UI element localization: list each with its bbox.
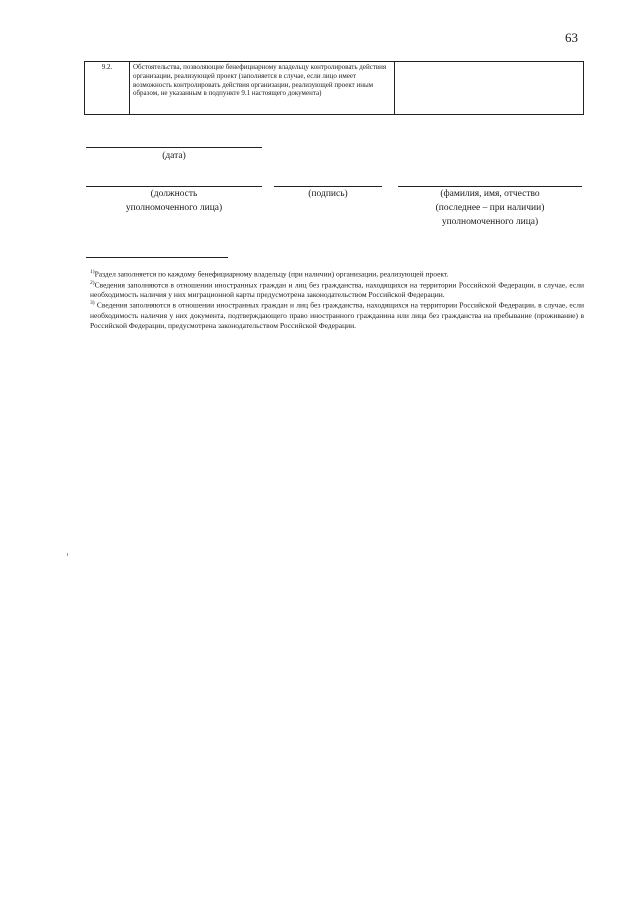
beneficiary-table — [84, 61, 584, 115]
footnote-1-text: Раздел заполняется по каждому бенефициарному владельцу (при наличии) организации, реализующей проект. — [94, 269, 449, 279]
footnote-2-mark: 2) — [90, 279, 95, 286]
name-caption-line-3: уполномоченного лица) — [441, 216, 539, 227]
footnote-3-mark: 3) — [90, 300, 95, 307]
signature-line — [274, 186, 382, 187]
footnote-separator — [86, 257, 228, 258]
footnotes — [90, 269, 584, 331]
name-caption-line-2: (последнее – при наличии) — [435, 202, 545, 213]
position-line — [86, 186, 262, 187]
footnote-2 — [90, 280, 584, 301]
footnote-3 — [90, 300, 584, 331]
page-number: 63 — [565, 30, 578, 45]
row-description: Обстоятельства, позволяющие бенефициарному владельцу контролировать действия организации, реализующей проект (заполняется в случае, если лицо имеет возможность контролировать действия организации, реализующей проект иным образом, не указанным в подпункте 9.1 настоящего документа) — [130, 62, 395, 115]
name-caption-line-1: (фамилия, имя, отчество — [440, 189, 540, 199]
footnote-1 — [90, 269, 584, 280]
row-number: 9.2. — [85, 62, 130, 115]
date-caption: (дата) — [162, 151, 186, 161]
position-caption-line-2: уполномоченного лица) — [125, 202, 223, 213]
name-line — [398, 186, 582, 187]
footnote-2-text: Сведения заполняются в отношении иностранных граждан и лиц без гражданства, находящихся на территории Российской Федерации, в случае, если необходимость наличия у них миграционной карты предусмотрена законодательством Российской Федерации. — [90, 280, 584, 300]
position-caption — [86, 188, 262, 216]
table-row — [85, 62, 584, 115]
date-line — [86, 147, 262, 148]
row-value — [395, 62, 584, 115]
scan-speck — [67, 553, 68, 556]
footnote-3-text: Сведения заполняются в отношении иностранных граждан и лиц без гражданства, находящихся на территории Российской Федерации, в случае, если необходимость наличия у них документа, подтверждающего право иностранного гражданина или лица без гражданства на пребывание (проживание) в Российской Федерации, предусмотрена законодательством Российской Федерации. — [90, 300, 584, 331]
position-caption-line-1: (должность — [150, 189, 198, 199]
signature-caption: (подпись) — [308, 189, 348, 199]
footnote-1-mark: 1) — [90, 269, 95, 275]
name-caption — [398, 188, 582, 229]
